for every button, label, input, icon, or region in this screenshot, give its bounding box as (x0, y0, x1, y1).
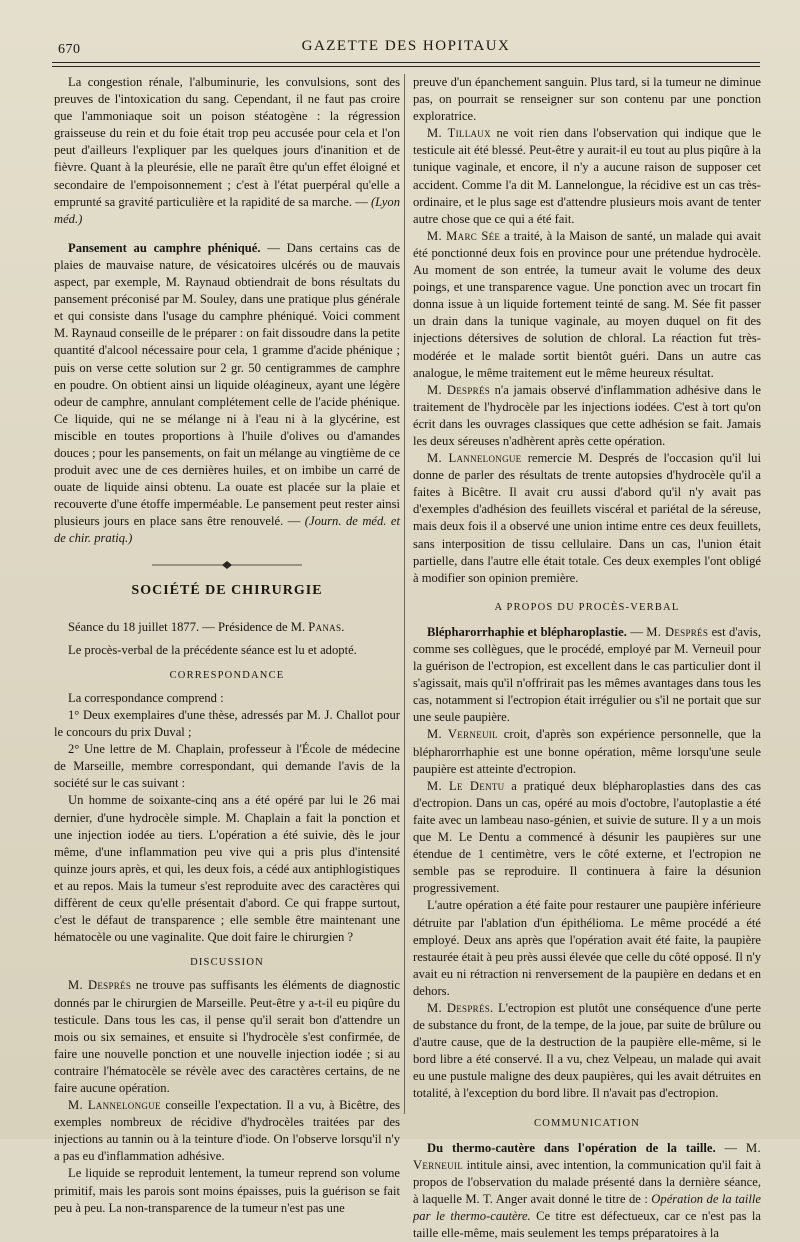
speaker-name: M. Lannelongue (68, 1098, 161, 1113)
speaker-text: est d'avis, comme ses collègues, que le procédé, employé par M. Verneuil pour la guérison de l'ectropion, est excellent dans le cas particulier dont il s'agissait, mais qu'il n'offrirait pas les mêmes avantages dans tous les cas, notamment si l'ectropion était irrégulier ou s'il ne portait que sur une seule paupière. (413, 624, 761, 725)
journal-title: GAZETTE DES HOPITAUX (301, 38, 511, 54)
speaker-text: ne trouve pas suffisants les éléments de diagnostic donnés par le chirurgien de Marseille. Peut-être y a-t-il eu piqûre du testicule. Dans tous les cas, il pense qu'il serait bon d'attendre un mois ou six semaines, et ensuite si l'hydrocèle s'est confirmée, de faire une nouvelle ponction et une nouvelle injection iodée ; si au contraire l'hématocèle se révèle avec des caractères certains, de ne faire aucune opération. (54, 978, 400, 1095)
president-name: Panas. (308, 619, 345, 634)
discussion-despres-3 (413, 1000, 761, 1103)
discussion-verneuil (413, 726, 761, 777)
page-number: 670 (58, 42, 81, 57)
paragraph-congestion (54, 74, 400, 228)
source-journ: (Journ. de méd. et de chir. pratiq.) (54, 514, 400, 546)
congestion-text: La congestion rénale, l'albuminurie, les convulsions, sont des preuves de l'intoxication du sang. Cependant, il ne faut pas croire que l'ammoniaque soit un poison stéatogène : la régression graisseuse du rein et du foie était trop peu accusée pour cela et l'on peut d'ailleurs l'expliquer par les quelques jours d'inanition et de fièvre. Quant à la pleurésie, elle ne paraît être qu'un effet éloigné et secondaire de l'empoisonnement ; c'est à l'état puerpéral qu'elle a emprunté sa gravité particulière et la rapidité de sa marche. — (54, 75, 400, 209)
spacer (54, 228, 400, 234)
header-rule-thin (52, 66, 760, 67)
paragraph-blepharorrhaphie: Blépharorrhaphie et blépharoplastie. — M. Després est d'avis, comme ses collègues, que le procédé, employé par M. Verneuil pour la guérison de l'ectropion, est excellent dans le cas particulier dont il s'agissait, mais qu'il n'offrirait pas les mêmes avantages dans tous les cas, notamment si l'ectropion était irrégulier ou s'il ne portait que sur une seule paupière. (413, 624, 761, 725)
corr-item-2: 2° Une lettre de M. Chaplain, professeur à l'École de médecine de Marseille, membre correspondant, qui demande l'avis de la société sur le cas suivant : (54, 742, 400, 791)
source-lyon: (Lyon méd.) (54, 194, 400, 226)
ornament-rule (152, 560, 302, 570)
pansement-text: — Dans certains cas de plaies de mauvaise nature, de vésicatoires ulcérés ou de mauvais aspect, par exemple, M. Raynaud obtiendrait de bons résultats du pansement préconisé par M. Souley, dans une pratique plus générale et qui consiste dans l'usage du camphre phéniqué. Voici comment M. Raynaud conseille de le préparer : on fait dissoudre dans la petite quantité d'alcool nécessaire pour cela, 1 gramme d'acide phénique ; puis on verse cette solution sur 2 gr. 50 centigrammes de camphre en poudre. On obtient ainsi un liquide oléagineux, ayant une légère odeur de camphre, annulant complétement celle de l'acide phénique. Ce liquide, qui ne se mélange ni à l'eau ni à la glycérine, est miscible en toutes proportions à l'huile d'olives ou d'amandes douces ; pour les pansements, on fait un mélange au vingtième de ce produit avec une de ces dernières huiles, et on imbibe un carré de ouate de liquide ainsi obtenu. La ouate est placée sur la plaie et recouverte d'une étoffe imperméable. Le pansement peut rester ainsi plusieurs jours en place sans être renouvelé. — (54, 240, 400, 529)
subheading-correspondance: CORRESPONDANCE (169, 669, 285, 681)
speaker-text: a traité, à la Maison de santé, un malade qui avait été ponctionné deux fois en province pour une prétendue hydrocèle. Au moment de son entrée, la tumeur avait le volume des deux poings, et une transparence vague. Une ponction avec un trocart fin donna issue à un liquide fortement teinté de sang. M. Sée fit passer un drain dans la tunique vaginale, au moyen duquel on fit des injections détersives de solution de chloral. La réaction fut très-modérée et le malade sortit bientôt guéri. Dans un autre cas analogue, le même traitement eut le même heureux résultat. (413, 228, 761, 380)
speaker-text: L'ectropion est plutôt une conséquence d'une perte de substance du front, de la tempe, de la joue, par suite de brûlure ou d'autre cause, que de la destruction de la paupière elle-même, si le bord libre a été conservé. Il a vu, chez Velpeau, un malade qui avait eu une pustule maligne des deux paupières, qui les avait détruites en totalité, à l'exception du bord libre. Il n'avait pas d'ectropion. (413, 1000, 761, 1101)
seance-text: Séance du 18 juillet 1877. — Présidence de M. (68, 619, 309, 634)
discussion-despres-2 (413, 382, 761, 450)
corr-case: Un homme de soixante-cinq ans a été opéré par lui le 26 mai dernier, d'une hydrocèle simple. M. Chaplain a fait la ponction et une injection iodée au tiers. L'opération a été suivie, dès le jour même, d'une inflammation peu vive qui a pris plus d'intensité quinze jours après, et qui, les deux fois, a cédé aux antiphlogistiques et au repos. Mais la tumeur s'est reproduite avec des caractères qui diffèrent de ceux qu'elle présentait d'abord. Ce qui frappe surtout, c'est le défaut de transparence ; elle semble être maintenant une hématocèle ou une vaginalite. Que doit faire le chirurgien ? (54, 793, 400, 945)
corr-item-1: 1° Deux exemplaires d'une thèse, adressés par M. J. Challot pour le concours du prix Duval ; (54, 708, 400, 740)
discussion-lannelongue (54, 1097, 400, 1165)
section-title: SOCIÉTÉ DE CHIRURGIE (131, 582, 323, 598)
speaker-text: n'a jamais observé d'inflammation adhésive dans le traitement de l'hydrocèle par les injections iodées. C'est à tort qu'on écrit dans les ouvrages classiques que cette adhésion se fait. Jamais les deux séreuses n'adhèrent après cette opération. (413, 382, 761, 448)
discussion-lannelongue-2 (413, 450, 761, 587)
bleph-title: Blépharorrhaphie et blépharoplastie. (427, 624, 627, 639)
paragraph-other-operation: L'autre opération a été faite pour restaurer une paupière inférieure détruite par l'ablation d'un épithélioma. Le même procédé a été employé. Deux ans après que l'opération avait été faite, la paupière restaurée était à peu près aussi élevée que celle du côté opposé. Il n'y avait eu ni rétraction ni renversement de la paupière en dedans et en dehors. (413, 898, 761, 998)
discussion-continued: Le liquide se reproduit lentement, la tumeur reprend son volume primitif, mais les parois sont moins épaisses, puis la guérison se fait peu à peu. La non-transparence de la tumeur n'est pas une (54, 1166, 400, 1215)
thermo-text-end: Ce titre est défectueux, car ce n'est pas la taille elle-même, mais seulement les temps préparatoires à la (413, 1209, 762, 1241)
speaker-name: M. Lannelongue (427, 451, 522, 466)
speaker-name: M. Després (646, 624, 709, 639)
subheading-communication: COMMUNICATION (533, 1117, 641, 1129)
paragraph-pansement (54, 240, 400, 548)
discussion-marc-see (413, 228, 761, 382)
corr-intro: La correspondance comprend : (68, 690, 224, 705)
discussion-tillaux (413, 125, 761, 228)
speaker-text: conseille l'expectation. Il a vu, à Bicêtre, des exemples nombreux de récidive d'hydrocèles traitées par des injections au tannin ou à la teinture d'iode. On l'observe lorsqu'il n'y a pas eu d'inflammation adhésive. (54, 1098, 400, 1164)
speaker-name: M. Marc Sée (427, 228, 501, 243)
speaker-name: M. Tillaux (427, 126, 491, 141)
dash: — (715, 1140, 738, 1155)
thermo-quote: Opération de la taille par le thermo-cautère. (413, 1191, 762, 1223)
speaker-text: remercie M. Després de l'occasion qu'il lui donne de parler des résultats de trente autopsies d'hydrocèle qu'il a faites à Bicêtre. Il avait cru aussi d'abord qu'il n'y avait pas d'exemples d'adhésion des feuillets viscéral et pariétal de la séreuse, mais deux fois il a observé une union intime entre ces deux feuillets, sans interposition de tissu cellulaire. Dans un cas, l'union était partielle, dans l'autre elle était totale. Ces deux exemples l'ont obligé à modifier son opinion première. (413, 451, 761, 585)
speaker-name: M. Le Dentu (427, 778, 505, 793)
seance-line (54, 619, 400, 636)
column-divider (404, 74, 405, 1114)
left-column (54, 74, 400, 1217)
pansement-title: Pansement au camphre phéniqué. (68, 240, 261, 255)
speaker-text: a pratiqué deux blépharoplasties dans des cas d'ectropion. Dans un cas, opéré au mois d'octobre, l'autoplastie a été faite avec un lambeau naso-génien, et suivie de suture. Il y a un mois que M. Le Dentu a commencé à désunir les paupières sur une étendue de 1 centimètre, vers le côté externe, et l'ectropion ne semble pas se reproduire. Il continuera à faire la désunion progressivement. (413, 778, 761, 896)
speaker-text: ne voit rien dans l'observation qui indique que le testicule ait été blessé. Peut-être y aurait-il eu tout au plus piqûre à la tunique vaginale, et encore, il n'y a aucune raison de supposer cet accident. Comme l'a dit M. Lannelongue, la récidive est un cas très-ordinaire, et le plus sage est d'attendre plusieurs mois avant de tenter autre chose que ce qui a été fait. (413, 126, 761, 226)
proces-verbal-line: Le procès-verbal de la précédente séance est lu et adopté. (68, 642, 357, 657)
paragraph-continued: preuve d'un épanchement sanguin. Plus tard, si la tumeur ne diminue pas, on pourrait se renseigner sur son contenu par une ponction exploratrice. (413, 75, 761, 124)
thermo-title: Du thermo-cautère dans l'opération de la taille. (427, 1140, 716, 1155)
header-rule-thick (52, 62, 760, 63)
thermo-text: intitule ainsi, avec intention, la communication qu'il fait à propos de l'observation du malade présenté dans la dernière séance, à laquelle M. T. Anger avait donné le titre de : (413, 1157, 761, 1206)
speaker-name: M. Verneuil (413, 1140, 761, 1172)
speaker-name: M. Després (427, 382, 491, 397)
subheading-discussion: DISCUSSION (190, 957, 264, 969)
discussion-despres (54, 977, 400, 1097)
speaker-name: M. Després (68, 978, 132, 993)
speaker-text: croit, d'après son expérience personnelle, que la blépharorrhaphie est une bonne opération, même lorsqu'une seule paupière est atteinte d'ectropion. (413, 727, 762, 776)
speaker-name: M. Després. (427, 1000, 494, 1015)
paragraph-thermo-cautere (413, 1140, 761, 1242)
subheading-proces-verbal: A PROPOS DU PROCÈS-VERBAL (494, 601, 680, 613)
discussion-le-dentu (413, 778, 761, 898)
right-column (413, 74, 761, 1242)
speaker-name: M. Verneuil (427, 727, 498, 742)
